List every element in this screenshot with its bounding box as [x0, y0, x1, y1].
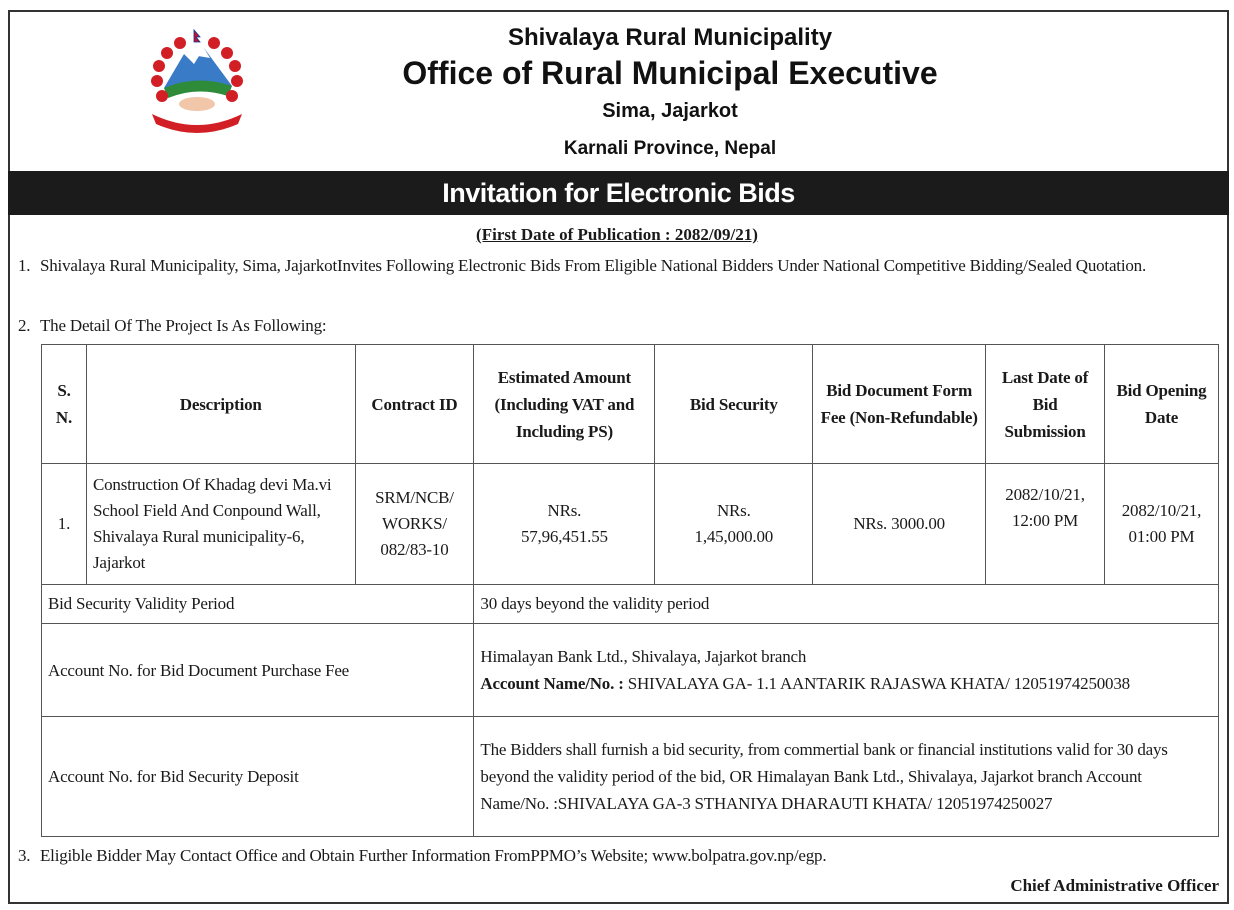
header-description: Description [86, 345, 355, 464]
table-row-validity [42, 585, 1219, 624]
deposit-value: The Bidders shall furnish a bid security, from commertial bank or financial institutions valid for 30 days beyond the validity period of the bid, OR Himalayan Bank Ltd., Shivalaya, Jajarkot branch Account Name/No. :SHIVALAYA GA-3 STHANIYA DHARAUTI KHATA/ 12051974250027 [474, 717, 1219, 837]
cell-description: Construction Of Khadag devi Ma.vi School Field And Conpound Wall, Shivalaya Rural municipality-6, Jajarkot [86, 464, 355, 585]
purchase-bank: Himalayan Bank Ltd., Shivalaya, Jajarkot branch [480, 647, 807, 666]
nepal-emblem-logo [132, 26, 262, 136]
cell-contract-id: SRM/NCB/ WORKS/ 082/83-10 [355, 464, 474, 585]
municipality-name: Shivalaya Rural Municipality [507, 24, 833, 51]
header-bid-security: Bid Security [655, 345, 813, 464]
header-last-date: Last Date of Bid Submission [986, 345, 1105, 464]
deposit-label: Account No. for Bid Security Deposit [42, 717, 474, 837]
cell-form-fee: NRs. 3000.00 [813, 464, 986, 585]
purchase-fee-label: Account No. for Bid Document Purchase Fee [42, 624, 474, 717]
para-text: The Detail Of The Project Is As Following: [40, 316, 327, 335]
province: Karnali Province, Nepal [563, 138, 777, 159]
purchase-account-label: Account Name/No. : [480, 674, 624, 693]
office-location: Sima, Jajarkot [602, 100, 738, 122]
office-name: Office of Rural Municipal Executive [402, 55, 938, 91]
table-header-row [42, 345, 1219, 464]
header-estimated-amount: Estimated Amount (Including VAT and Including PS) [474, 345, 655, 464]
header-sn: S. N. [42, 345, 87, 464]
header-contract-id: Contract ID [355, 345, 474, 464]
para-number: 3. [18, 846, 31, 865]
para-text: Shivalaya Rural Municipality, Sima, JajarkotInvites Following Electronic Bids From Eligible National Bidders Under National Competitive Bidding/Sealed Quotation. [40, 256, 1146, 275]
notice-title-banner: Invitation for Electronic Bids [8, 171, 1229, 215]
validity-label: Bid Security Validity Period [42, 585, 474, 624]
paragraph-3 [18, 842, 826, 870]
signatory: Chief Administrative Officer [1010, 876, 1219, 895]
header-form-fee: Bid Document Form Fee (Non-Refundable) [813, 345, 986, 464]
cell-last-date: 2082/10/21, 12:00 PM [986, 464, 1105, 585]
table-row [42, 464, 1219, 585]
paragraph-1 [18, 252, 1220, 280]
table-row-purchase-fee [42, 624, 1219, 717]
publication-date: (First Date of Publication : 2082/09/21) [476, 225, 758, 244]
purchase-fee-value [474, 624, 1219, 717]
cell-bid-security: NRs. 1,45,000.00 [655, 464, 813, 585]
cell-sn: 1. [42, 464, 87, 585]
paragraph-2 [18, 312, 326, 340]
purchase-account-value: SHIVALAYA GA- 1.1 AANTARIK RAJASWA KHATA/ 12051974250038 [623, 674, 1130, 693]
cell-estimated-amount: NRs. 57,96,451.55 [474, 464, 655, 585]
para-number: 1. [18, 256, 31, 275]
bid-details-table [41, 344, 1219, 837]
validity-value: 30 days beyond the validity period [474, 585, 1219, 624]
table-row-security-deposit [42, 717, 1219, 837]
para-number: 2. [18, 316, 31, 335]
para-text: Eligible Bidder May Contact Office and Obtain Further Information FromPPMO’s Website; www.bolpatra.gov.np/egp. [40, 846, 827, 865]
cell-opening-date: 2082/10/21, 01:00 PM [1104, 464, 1218, 585]
header-opening-date: Bid Opening Date [1104, 345, 1218, 464]
